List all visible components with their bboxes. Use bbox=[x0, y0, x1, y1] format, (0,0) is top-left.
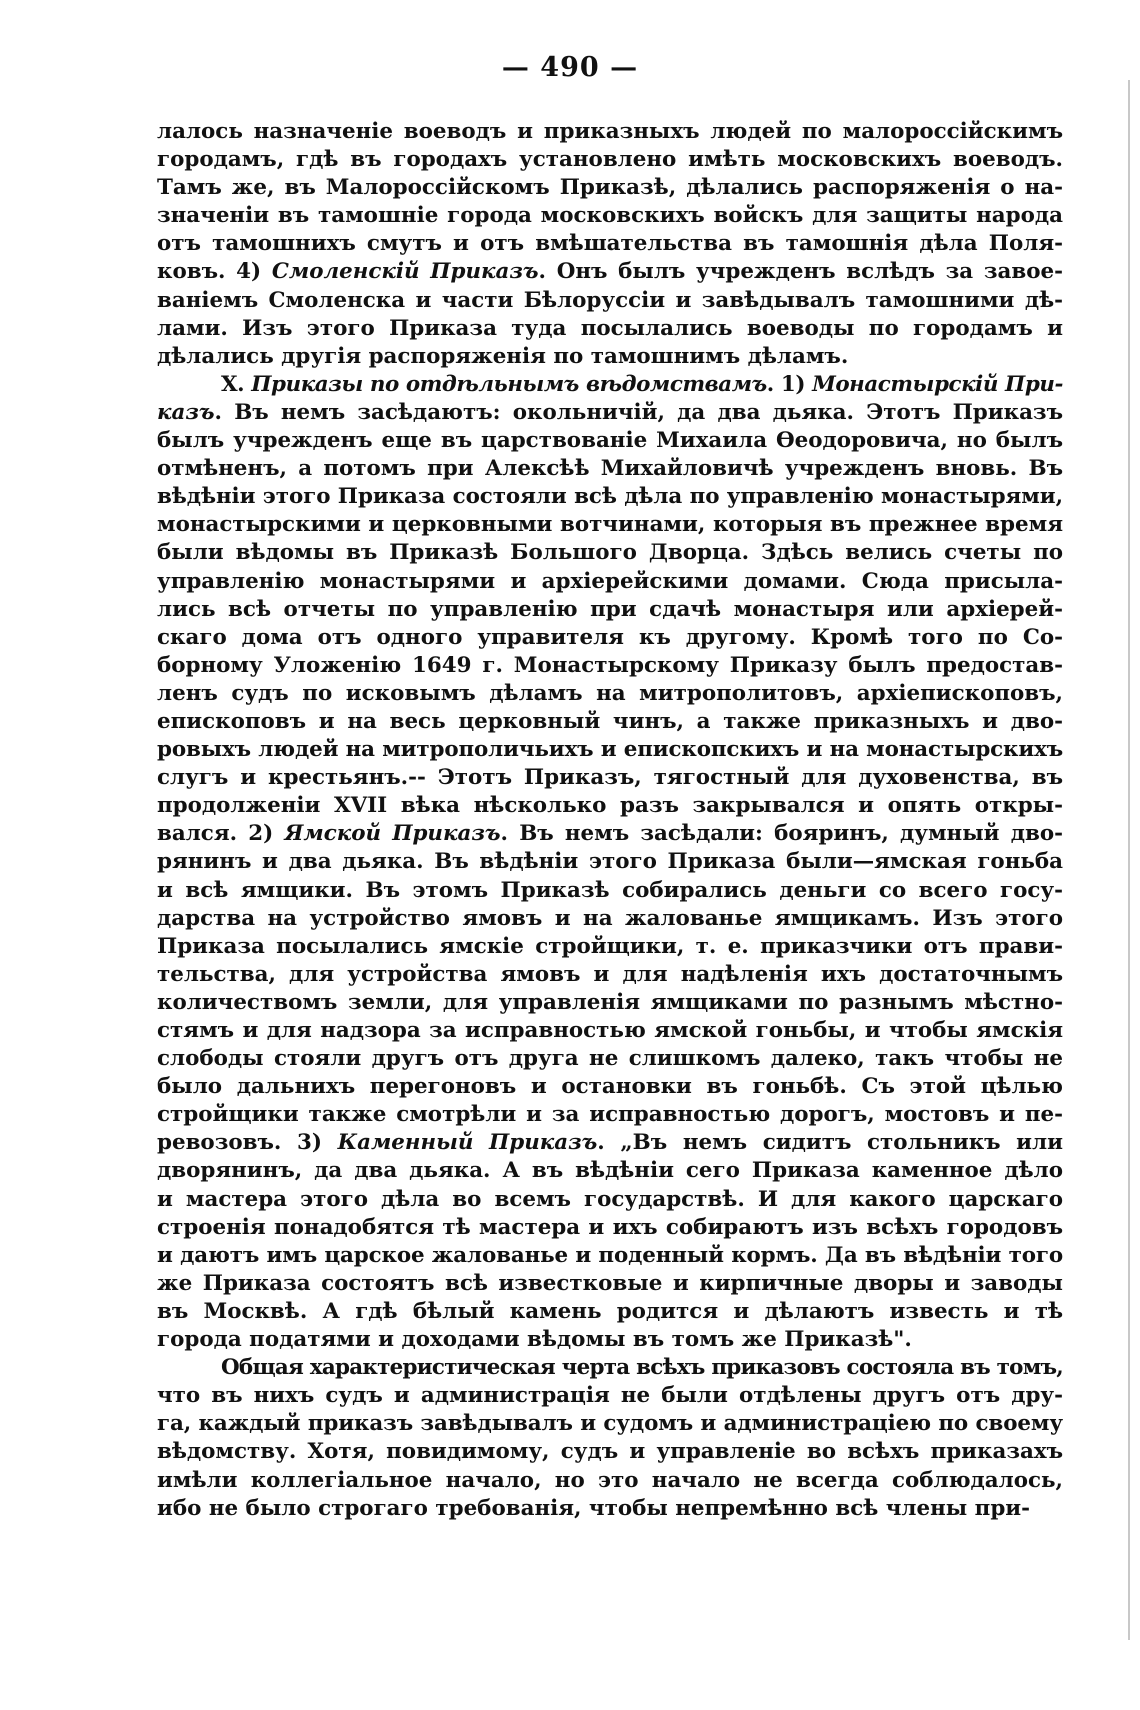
italic-heading: Монастырскій При- bbox=[812, 371, 1063, 397]
text-run: ленъ судъ по исковымъ дѣламъ на митрополитовъ, архіепископовъ, bbox=[157, 680, 1063, 706]
text-line bbox=[157, 315, 1063, 343]
text-line bbox=[157, 118, 1063, 146]
text-line bbox=[157, 1410, 1063, 1438]
text-run: и мастера этого дѣла во всемъ государствѣ. И для какого царскаго bbox=[157, 1186, 1063, 1212]
text-line bbox=[157, 455, 1063, 483]
text-line bbox=[157, 1438, 1063, 1466]
text-run: вѣдѣніи этого Приказа состояли всѣ дѣла по управленію монастырями, bbox=[157, 484, 1063, 510]
italic-heading: казъ bbox=[157, 399, 215, 425]
text-run: вался. 2) bbox=[157, 821, 285, 847]
text-run: скаго дома отъ одного управителя къ другому. Кромѣ того по Со- bbox=[157, 624, 1063, 650]
text-run: лами. Изъ этого Приказа туда посылались воеводы по городамъ и bbox=[157, 315, 1063, 341]
italic-heading: Смоленскій Приказъ bbox=[271, 259, 539, 285]
page-edge-line bbox=[1128, 80, 1130, 1640]
text-run: отъ тамошнихъ смутъ и отъ вмѣшательства въ тамошнія дѣла Поля- bbox=[157, 231, 1063, 257]
text-run: строенія понадобятся тѣ мастера и ихъ собираютъ изъ всѣхъ городовъ bbox=[157, 1214, 1063, 1240]
text-run: управленію монастырями и архіерейскими домами. Сюда присыла- bbox=[157, 568, 1063, 594]
text-line bbox=[157, 933, 1063, 961]
text-run: ковъ. 4) bbox=[157, 259, 272, 285]
text-line bbox=[157, 905, 1063, 933]
text-line bbox=[157, 764, 1063, 792]
text-run: борному Уложенію 1649 г. Монастырскому Приказу былъ предостав- bbox=[157, 652, 1063, 678]
text-line bbox=[157, 708, 1063, 736]
text-line bbox=[157, 146, 1063, 174]
text-run: было дальнихъ перегоновъ и остановки въ гоньбѣ. Съ этой цѣлью bbox=[157, 1074, 1063, 1100]
text-run: епископовъ и на весь церковный чинъ, а также приказныхъ и дво- bbox=[157, 708, 1063, 734]
text-run: дарства на устройство ямовъ и на жалованье ямщикамъ. Изъ этого bbox=[157, 905, 1063, 931]
text-run: . „Въ немъ сидитъ стольникъ или bbox=[597, 1130, 1063, 1156]
text-run: ибо не было строгаго требованія, чтобы непремѣнно всѣ члены при- bbox=[157, 1495, 1031, 1521]
text-run: Общая характеристическая черта всѣхъ приказовъ состояла въ томъ, bbox=[221, 1355, 1063, 1381]
text-line bbox=[157, 989, 1063, 1017]
text-run: X. bbox=[221, 371, 252, 397]
text-line bbox=[157, 1214, 1063, 1242]
text-run: тельства, для устройства ямовъ и для надѣленія ихъ достаточнымъ bbox=[157, 961, 1063, 987]
text-run: значеніи въ тамошніе города московскихъ войскъ для защиты народа bbox=[157, 203, 1063, 229]
text-line bbox=[157, 624, 1063, 652]
text-line bbox=[157, 174, 1063, 202]
text-run: рянинъ и два дьяка. Въ вѣдѣніи этого Приказа были—ямская гоньба bbox=[157, 849, 1063, 875]
text-line bbox=[157, 483, 1063, 511]
text-run: количествомъ земли, для управленія ямщиками по разнымъ мѣстно- bbox=[157, 989, 1063, 1015]
text-line bbox=[157, 1382, 1063, 1410]
text-run: ревозовъ. 3) bbox=[157, 1130, 338, 1156]
text-line bbox=[157, 820, 1063, 848]
text-run: же Приказа состоятъ всѣ известковые и кирпичные дворы и заводы bbox=[157, 1270, 1063, 1296]
text-line bbox=[157, 427, 1063, 455]
text-line bbox=[157, 202, 1063, 230]
text-run: слободы стояли другъ отъ друга не слишкомъ далеко, такъ чтобы не bbox=[157, 1046, 1063, 1072]
text-line bbox=[157, 1242, 1063, 1270]
page-number: — 490 — bbox=[501, 52, 639, 83]
text-line bbox=[157, 511, 1063, 539]
text-run: дѣлались другія распоряженія по тамошнимъ дѣламъ. bbox=[157, 343, 849, 369]
text-run: и даютъ имъ царское жалованье и поденный кормъ. Да въ вѣдѣніи того bbox=[157, 1242, 1063, 1268]
text-line bbox=[157, 736, 1063, 764]
text-line bbox=[157, 230, 1063, 258]
text-run: Тамъ же, въ Малороссійскомъ Приказѣ, дѣлались распоряженія о на- bbox=[157, 175, 1063, 201]
text-line bbox=[157, 1073, 1063, 1101]
italic-heading: Ямской Приказъ bbox=[284, 821, 501, 847]
text-line bbox=[157, 1354, 1063, 1382]
text-run: имѣли коллегіальное начало, но это начало не всегда соблюдалось, bbox=[157, 1467, 1063, 1493]
text-run: былъ учрежденъ еще въ царствованіе Михаила Ѳеодоровича, но былъ bbox=[157, 428, 1063, 454]
text-line bbox=[157, 539, 1063, 567]
text-line bbox=[157, 1270, 1063, 1298]
text-line bbox=[157, 371, 1063, 399]
text-line bbox=[157, 343, 1063, 371]
text-run: что въ нихъ судъ и администрація не были отдѣлены другъ отъ дру- bbox=[157, 1383, 1063, 1409]
text-run: дворянинъ, да два дьяка. А въ вѣдѣніи сего Приказа каменное дѣло bbox=[157, 1158, 1063, 1184]
text-run: были вѣдомы въ Приказѣ Большого Дворца. Здѣсь велись счеты по bbox=[157, 540, 1063, 566]
text-line bbox=[157, 877, 1063, 905]
text-line bbox=[157, 652, 1063, 680]
text-line bbox=[157, 568, 1063, 596]
text-run: . Онъ былъ учрежденъ вслѣдъ за завое- bbox=[538, 259, 1063, 285]
italic-heading: Каменный Приказъ bbox=[337, 1130, 598, 1156]
text-line bbox=[157, 1467, 1063, 1495]
text-run: . 1) bbox=[766, 371, 813, 397]
text-line bbox=[157, 1298, 1063, 1326]
text-line bbox=[157, 961, 1063, 989]
text-line bbox=[157, 1129, 1063, 1157]
text-line bbox=[157, 792, 1063, 820]
text-line bbox=[157, 1017, 1063, 1045]
text-run: ваніемъ Смоленска и части Бѣлоруссіи и завѣдывалъ тамошними дѣ- bbox=[157, 287, 1063, 313]
text-run: Приказа посылались ямскіе стройщики, т. е. приказчики отъ прави- bbox=[157, 933, 1063, 959]
text-run: лалось назначеніе воеводъ и приказныхъ людей по малороссійскимъ bbox=[157, 119, 1063, 144]
text-run: монастырскими и церковными вотчинами, которыя въ прежнее время bbox=[157, 512, 1063, 538]
text-run: городамъ, гдѣ въ городахъ установлено имѣть московскихъ воеводъ. bbox=[157, 147, 1063, 173]
text-run: отмѣненъ, а потомъ при Алексѣѣ Михайловичѣ учрежденъ вновь. Въ bbox=[157, 456, 1063, 482]
text-run: города податями и доходами вѣдомы въ томъ же Приказѣ". bbox=[157, 1327, 912, 1353]
text-run: стямъ и для надзора за исправностью ямской гоньбы, и чтобы ямскія bbox=[157, 1018, 1063, 1043]
text-run: . Въ немъ засѣдаютъ: окольничій, да два дьяка. Этотъ Приказъ bbox=[214, 399, 1063, 425]
text-run: и всѣ ямщики. Въ этомъ Приказѣ собирались деньги со всего госу- bbox=[157, 877, 1063, 903]
text-line bbox=[157, 1186, 1063, 1214]
text-line bbox=[157, 1495, 1063, 1523]
text-run: . Въ немъ засѣдали: бояринъ, думный дво- bbox=[500, 821, 1063, 847]
text-line bbox=[157, 1326, 1063, 1354]
text-line bbox=[157, 1157, 1063, 1185]
text-line bbox=[157, 596, 1063, 624]
text-line bbox=[157, 258, 1063, 286]
italic-heading: Приказы по отдѣльнымъ вѣдомствамъ bbox=[251, 371, 767, 397]
text-line bbox=[157, 399, 1063, 427]
text-run: вѣдомству. Хотя, повидимому, судъ и управленіе во всѣхъ приказахъ bbox=[157, 1439, 1063, 1465]
body-text bbox=[157, 118, 1063, 1523]
text-line bbox=[157, 848, 1063, 876]
text-run: га, каждый приказъ завѣдывалъ и судомъ и администраціею по своему bbox=[157, 1411, 1063, 1437]
text-run: продолженіи XVII вѣка нѣсколько разъ закрывался и опять откры- bbox=[157, 793, 1063, 819]
text-run: въ Москвѣ. А гдѣ бѣлый камень родится и дѣлаютъ известь и тѣ bbox=[157, 1298, 1063, 1324]
text-run: слугъ и крестьянъ.-- Этотъ Приказъ, тягостный для духовенства, въ bbox=[157, 765, 1063, 791]
text-line bbox=[157, 1045, 1063, 1073]
text-line bbox=[157, 287, 1063, 315]
text-line bbox=[157, 680, 1063, 708]
text-line bbox=[157, 1101, 1063, 1129]
text-run: ровыхъ людей на митрополичьихъ и епископскихъ и на монастырскихъ bbox=[157, 737, 1063, 763]
text-run: стройщики также смотрѣли и за исправностью дорогъ, мостовъ и пе- bbox=[157, 1102, 1063, 1128]
text-run: лись всѣ отчеты по управленію при сдачѣ монастыря или архіерей- bbox=[157, 596, 1063, 622]
